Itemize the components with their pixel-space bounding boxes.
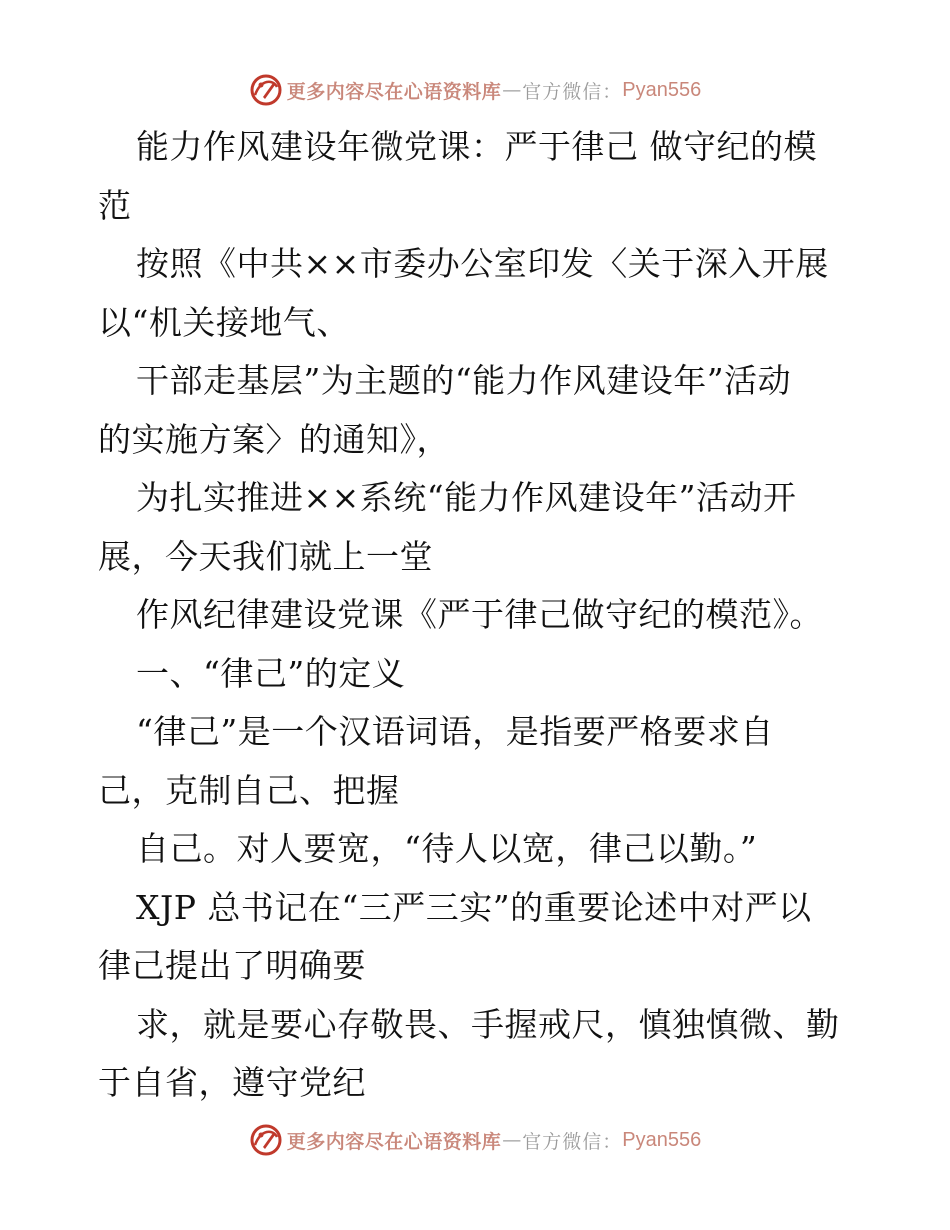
footer-watermark [0,1120,950,1160]
watermark-account: Pyan556 [622,1128,702,1151]
document-body [98,118,858,1113]
watermark-dash: — [502,79,522,101]
paragraph-line: 于自省，遵守党纪 [98,1063,366,1102]
paragraph-line: 作风纪律建设党课《严于律己做守纪的模范》。 [136,595,823,634]
paragraph-line: 律己提出了明确要 [98,946,366,985]
paragraph-line: “律己”是一个汉语词语，是指要严格要求自 [136,712,774,751]
paragraph-line: 的实施方案〉的通知》， [98,419,450,459]
red-swirl-pen-logo-icon [249,1123,283,1157]
paragraph-line: 以“机关接地气、 [98,302,350,342]
paragraph-line: 己，克制自己、把握 [98,770,400,810]
paragraph-line: 求，就是要心存敬畏、手握戒尺，慎独慎微、勤 [136,1004,840,1044]
watermark-main-text: 更多内容尽在心语资料库 [286,80,502,103]
watermark-account: Pyan556 [622,78,702,101]
watermark-label: 官方微信： [522,1130,623,1153]
title-line-1: 能力作风建设年微党课：严于律己 做守纪的模 [136,127,817,166]
paragraph-line: 按照《中共××市委办公室印发〈关于深入开展 [136,244,829,283]
paragraph-line: XJP 总书记在“三严三实”的重要论述中对严以 [136,887,812,927]
paragraph-line: 自己。对人要宽，“待人以宽，律己以勤。” [136,829,758,868]
section-heading: 一、“律己”的定义 [136,653,406,693]
watermark-main-text: 更多内容尽在心语资料库 [286,1130,502,1153]
paragraph-line: 为扎实推进××系统“能力作风建设年”活动开 [136,478,797,517]
header-watermark [0,70,950,110]
paragraph-line: 展，今天我们就上一堂 [98,536,433,576]
title-line-2: 范 [98,185,132,225]
watermark-dash: — [502,1129,522,1151]
watermark-label: 官方微信： [522,80,623,103]
paragraph-line: 干部走基层”为主题的“能力作风建设年”活动 [136,361,792,400]
red-swirl-pen-logo-icon [249,73,283,107]
